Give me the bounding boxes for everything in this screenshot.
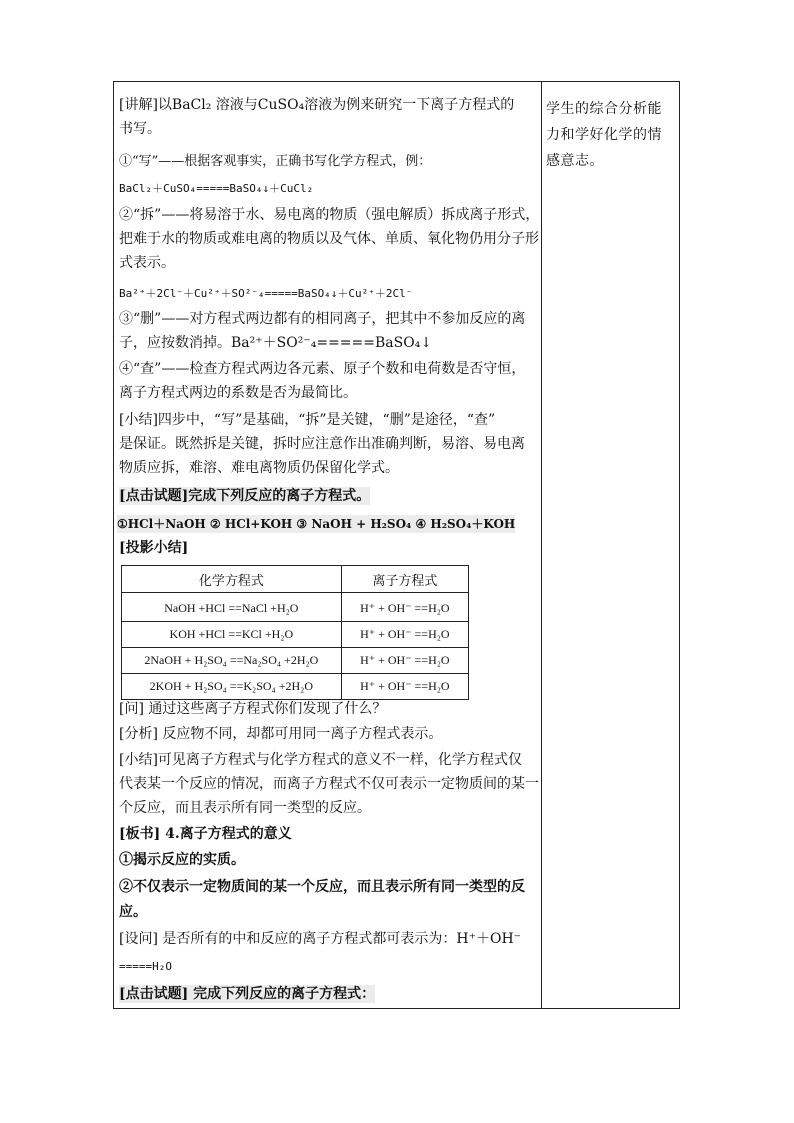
table-row [122,674,469,700]
table-cell: H⁺ + OH⁻ ==H₂O [341,674,468,700]
meaning-point-2-cont: 应。 [119,904,147,920]
summary-1-cont2: 物质应拆，难溶、难电离物质仍保留化学式。 [119,460,399,476]
step-delete-cont: 子，应按数消掉。Ba²⁺＋SO²⁻₄=====BaSO₄↓ [119,335,433,351]
explanation-intro-cont: 书写。 [119,121,161,137]
column-divider [541,81,542,1009]
table-cell: H⁺ + OH⁻ ==H₂O [341,648,468,674]
exercise-heading-2: [点击试题] 完成下列反应的离子方程式： [119,986,376,1002]
exercise-heading: [点击试题]完成下列反应的离子方程式。 [119,488,371,504]
board-writing: [板书] 4.离子方程式的意义 [119,826,292,842]
step-write: ①“写”——根据客观事实，正确书写化学方程式，例： [119,154,432,169]
explanation-intro: [讲解]以BaCl₂ 溶液与CuSO₄溶液为例来研究一下离子方程式的 [119,97,515,113]
intent-line: 力和学好化学的情 [546,127,662,143]
projection-summary-heading: [投影小结] [119,540,189,556]
table-cell: H⁺ + OH⁻ ==H₂O [341,593,468,622]
equation-write: BaCl₂＋CuSO₄=====BaSO₄↓＋CuCl₂ [119,182,314,195]
exercise-list: ①HCl＋NaOH ② HCl+KOH ③ NaOH + H₂SO₄ ④ H₂SO₄＋KOH [117,517,516,531]
table-cell: NaOH +HCl ==NaCl +H₂O [122,593,342,622]
summary-2-cont: 代表某一个反应的情况，而离子方程式不仅可表示一定物质间的某一 [119,776,539,792]
step-check: ④“查”——检查方程式两边各元素、原子个数和电荷数是否守恒， [119,361,526,377]
step-split-cont2: 式表示。 [119,255,175,271]
summary-1-cont: 是保证。既然拆是关键，拆时应注意作出准确判断，易溶、易电离 [119,436,525,452]
step-check-cont: 离子方程式两边的系数是否为最简比。 [119,385,357,401]
table-row [122,648,469,674]
summary-2-cont2: 个反应，而且表示所有同一类型的反应。 [119,800,371,816]
analysis-line: [分析] 反应物不同，却都可用同一离子方程式表示。 [119,726,443,742]
step-split-cont: 把难于水的物质或难电离的物质以及气体、单质、氧化物仍用分子形 [119,231,539,247]
equation-comparison-table [121,565,469,700]
meaning-point-2: ②不仅表示一定物质间的某一个反应，而且表示所有同一类型的反 [119,879,525,895]
table-header-chemical-equation: 化学方程式 [122,566,342,593]
design-intent-column [546,96,676,174]
table-cell: 2KOH + H₂SO₄ ==K₂SO₄ +2H₂O [122,674,342,700]
follow-up-question-cont: =====H₂O [119,960,172,973]
summary-1: [小结]四步中，“写”是基础，“拆”是关键，“删”是途径，“查” [119,412,496,428]
intent-line: 感意志。 [546,153,604,169]
table-row [122,622,469,648]
summary-2: [小结]可见离子方程式与化学方程式的意义不一样，化学方程式仅 [119,752,522,768]
equation-split: Ba²⁺＋2Cl⁻＋Cu²⁺＋SO²⁻₄=====BaSO₄↓＋Cu²⁺＋2Cl⁻ [119,287,413,300]
step-delete: ③“删”——对方程式两边都有的相同离子，把其中不参加反应的离 [119,311,526,327]
follow-up-question: [设问] 是否所有的中和反应的离子方程式都可表示为：H⁺＋OH⁻ [119,931,522,947]
question-line: [问] 通过这些离子方程式你们发现了什么？ [119,701,387,717]
table-cell: H⁺ + OH⁻ ==H₂O [341,622,468,648]
table-row [122,593,469,622]
meaning-point-1: ①揭示反应的实质。 [119,852,245,868]
table-header-ionic-equation: 离子方程式 [341,566,468,593]
table-cell: KOH +HCl ==KCl +H₂O [122,622,342,648]
step-split: ②“拆”——将易溶于水、易电离的物质（强电解质）拆成离子形式， [119,207,540,223]
intent-line: 学生的综合分析能 [546,101,662,117]
table-cell: 2NaOH + H₂SO₄ ==Na₂SO₄ +2H₂O [122,648,342,674]
